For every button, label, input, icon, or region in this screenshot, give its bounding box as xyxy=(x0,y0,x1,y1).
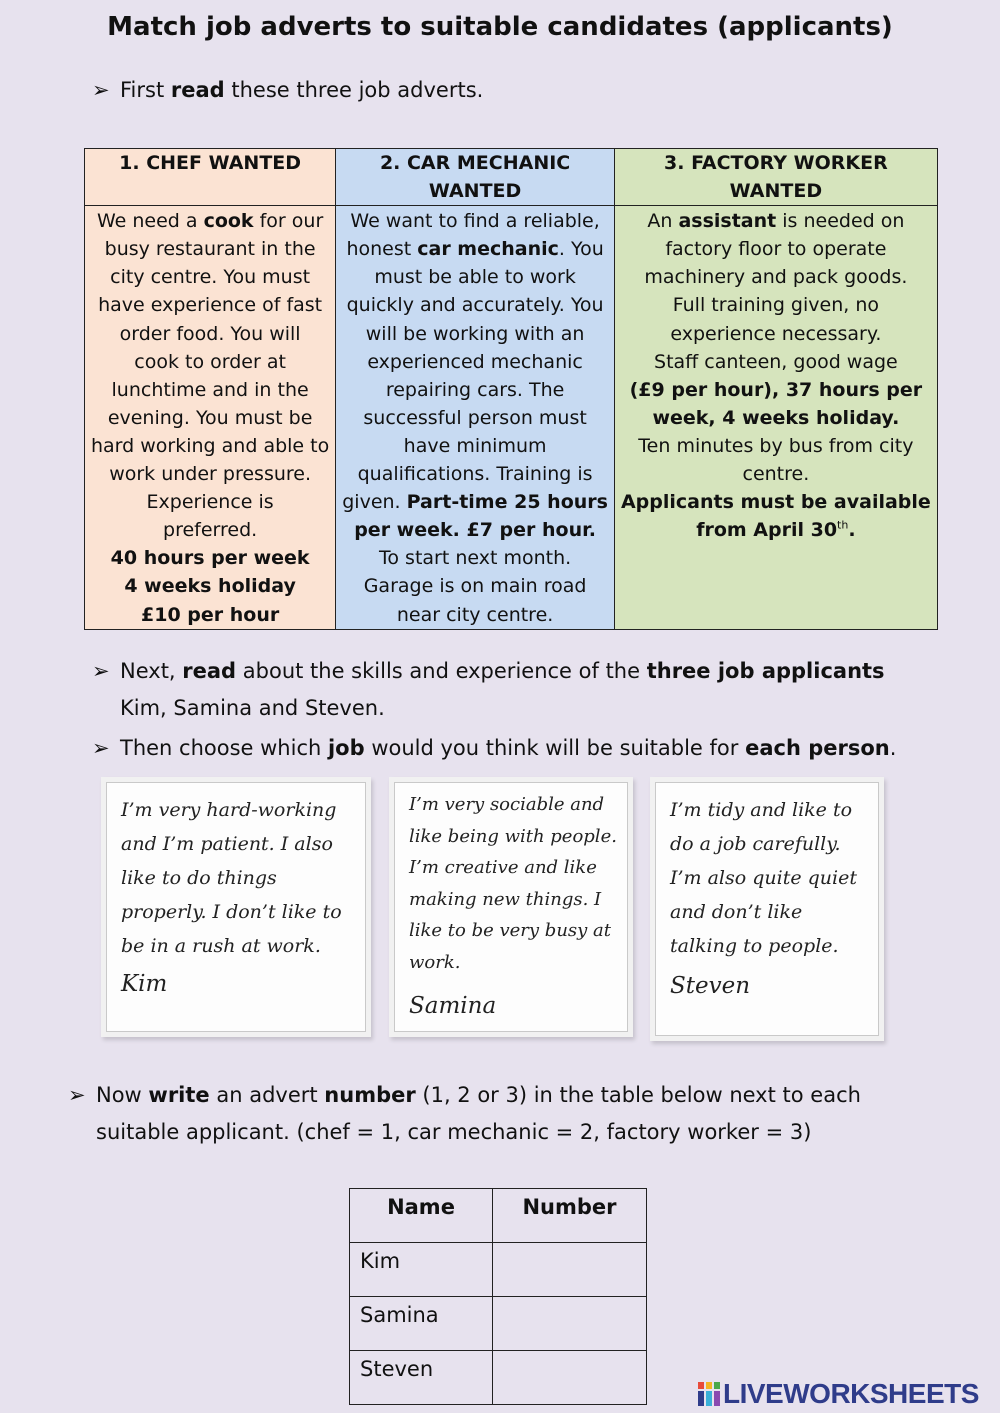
instruction-bold: job xyxy=(327,736,365,760)
advert-line xyxy=(621,516,931,544)
advert-heading-line: 2. CAR MECHANIC xyxy=(379,152,571,174)
advert-bold-text: Applicants must be available xyxy=(620,491,931,514)
advert-bold-text: from April 30 xyxy=(696,519,838,542)
advert-line xyxy=(342,348,608,376)
instruction-bold: read xyxy=(170,78,225,102)
number-cell[interactable] xyxy=(493,1297,647,1351)
applicant-line: and don’t like xyxy=(670,901,803,923)
number-input-kim[interactable] xyxy=(503,1249,636,1290)
page-title: Match job adverts to suitable candidates (applicants) xyxy=(107,12,893,42)
applicant-line: like to do things xyxy=(121,867,277,889)
advert-text: successful person must xyxy=(363,406,587,429)
advert-bold-text: 4 weeks holiday xyxy=(124,575,296,598)
advert-text: must be able to work xyxy=(374,266,576,289)
advert-text: preferred. xyxy=(163,519,258,542)
advert-bold-text: week, 4 weeks holiday. xyxy=(652,406,900,429)
instruction-text: Next, xyxy=(120,659,183,683)
instruction-text: (1, 2 or 3) in the table below next to each xyxy=(415,1083,861,1107)
advert-heading-chef xyxy=(85,149,336,206)
advert-text: is needed on xyxy=(776,210,905,233)
advert-line xyxy=(91,291,329,319)
advert-text: qualifications. Training is xyxy=(357,463,593,486)
applicant-line: do a job carefully. xyxy=(670,833,841,855)
advert-text: cook to order at xyxy=(134,350,286,373)
advert-line xyxy=(621,404,931,432)
advert-line xyxy=(621,235,931,263)
arrow-bullet-icon: ➢ xyxy=(68,1083,86,1107)
instruction-text: suitable applicant. (chef = 1, car mechanic = 2, factory worker = 3) xyxy=(96,1120,812,1144)
advert-heading-mechanic xyxy=(336,149,615,206)
advert-text: Garage is on main road xyxy=(363,575,587,598)
advert-text: order food. You will xyxy=(119,322,301,345)
answer-table xyxy=(349,1188,647,1405)
advert-line xyxy=(342,488,608,516)
advert-line xyxy=(621,291,931,319)
advert-text: hard working and able to xyxy=(91,434,330,457)
applicant-line: like to be very busy at xyxy=(409,920,612,941)
arrow-bullet-icon: ➢ xyxy=(92,78,110,102)
advert-line xyxy=(342,544,608,572)
advert-line xyxy=(342,601,608,629)
applicant-line: I’m tidy and like to xyxy=(670,799,853,821)
number-cell[interactable] xyxy=(493,1351,647,1405)
number-input-steven[interactable] xyxy=(503,1357,636,1398)
advert-text: experienced mechanic xyxy=(367,350,583,373)
applicant-note-kim xyxy=(106,782,366,1032)
advert-text: city centre. You must xyxy=(110,266,311,289)
advert-heading-line: WANTED xyxy=(729,180,823,203)
number-input-samina[interactable] xyxy=(503,1303,636,1344)
arrow-bullet-icon: ➢ xyxy=(92,659,110,683)
advert-bold-text: per week. £7 per hour. xyxy=(354,519,596,542)
advert-text: have experience of fast xyxy=(98,294,323,317)
advert-text: th xyxy=(837,518,849,532)
advert-line xyxy=(91,516,329,544)
advert-line xyxy=(91,263,329,291)
advert-text: We want to find a reliable, xyxy=(350,210,600,233)
advert-text: . You xyxy=(558,238,604,261)
advert-line xyxy=(342,376,608,404)
instruction-next xyxy=(92,653,885,727)
advert-line xyxy=(91,207,329,235)
number-column-header: Number xyxy=(493,1189,647,1243)
instruction-text: these three job adverts. xyxy=(224,78,484,102)
advert-line xyxy=(342,404,608,432)
advert-line xyxy=(621,432,931,460)
applicant-line: I’m very hard-working xyxy=(121,799,337,821)
advert-text: experience necessary. xyxy=(670,322,882,345)
applicant-text xyxy=(409,789,617,978)
adverts-body-row xyxy=(85,206,938,629)
advert-text: have minimum xyxy=(403,434,547,457)
advert-line xyxy=(91,235,329,263)
instruction-now xyxy=(68,1077,861,1151)
advert-line xyxy=(91,404,329,432)
advert-bold-text: car mechanic xyxy=(417,238,559,261)
answer-row-kim xyxy=(350,1243,647,1297)
instruction-bold: three job applicants xyxy=(646,659,885,683)
applicant-name: Kim xyxy=(121,971,168,997)
applicant-line: like being with people. xyxy=(409,825,617,847)
name-column-header: Name xyxy=(350,1189,493,1243)
advert-line xyxy=(342,320,608,348)
advert-line xyxy=(621,348,931,376)
advert-line xyxy=(342,207,608,235)
instruction-text: Then choose which xyxy=(120,736,328,760)
advert-text-mechanic xyxy=(336,206,615,629)
instruction-bold: each person xyxy=(745,736,890,760)
advert-text: centre. xyxy=(742,463,810,486)
advert-text: machinery and pack goods. xyxy=(644,266,908,289)
advert-text-chef xyxy=(85,206,336,629)
applicant-name: Samina xyxy=(409,993,497,1019)
applicant-line: be in a rush at work. xyxy=(121,935,321,957)
logo-mark-icon xyxy=(698,1382,720,1406)
instruction-bold: write xyxy=(148,1083,210,1107)
instruction-bold: number xyxy=(324,1083,416,1107)
applicant-text xyxy=(670,793,857,963)
instruction-bold: read xyxy=(182,659,237,683)
logo-text: LIVEWORKSHEETS xyxy=(723,1378,979,1409)
advert-bold-text: assistant xyxy=(678,210,777,233)
applicant-line: properly. I don’t like to xyxy=(121,901,342,923)
advert-text: Experience is xyxy=(146,491,274,514)
applicant-line: I’m very sociable and xyxy=(409,794,605,815)
advert-line xyxy=(621,320,931,348)
advert-line xyxy=(342,516,608,544)
advert-bold-text: 40 hours per week xyxy=(110,547,310,570)
advert-line xyxy=(342,291,608,319)
instruction-text: an advert xyxy=(209,1083,325,1107)
advert-line xyxy=(342,263,608,291)
advert-text: To start next month. xyxy=(379,547,572,570)
advert-text: We need a xyxy=(96,210,204,233)
advert-text: given. xyxy=(342,491,407,514)
advert-bold-text: cook xyxy=(203,210,254,233)
advert-line xyxy=(91,432,329,460)
advert-text: repairing cars. The xyxy=(385,378,565,401)
advert-text: evening. You must be xyxy=(107,406,313,429)
advert-line xyxy=(91,320,329,348)
applicant-line: I’m also quite quiet xyxy=(670,867,857,889)
advert-line xyxy=(621,263,931,291)
answer-row-samina xyxy=(350,1297,647,1351)
job-adverts-table xyxy=(84,148,938,630)
advert-text: for our xyxy=(253,210,324,233)
advert-line xyxy=(621,488,931,516)
advert-bold-text: (£9 per hour), 37 hours per xyxy=(629,378,923,401)
advert-text: Full training given, no xyxy=(672,294,879,317)
instruction-text: Now xyxy=(96,1083,149,1107)
liveworksheets-logo xyxy=(698,1378,979,1410)
advert-line xyxy=(342,235,608,263)
instruction-text: First xyxy=(120,78,171,102)
applicant-note-steven xyxy=(655,782,879,1036)
advert-heading-line: 3. FACTORY WORKER xyxy=(664,152,888,174)
advert-line xyxy=(342,432,608,460)
applicant-name: Steven xyxy=(670,973,751,999)
answer-header-row xyxy=(350,1189,647,1243)
advert-bold-text: £10 per hour xyxy=(141,603,280,626)
advert-line xyxy=(91,348,329,376)
applicant-line: and I’m patient. I also xyxy=(121,833,333,855)
applicant-text xyxy=(121,793,342,963)
advert-text: will be working with an xyxy=(365,322,585,345)
arrow-bullet-icon: ➢ xyxy=(92,736,110,760)
advert-bold-text: Part-time 25 hours xyxy=(406,491,608,514)
instruction-text: . xyxy=(889,736,897,760)
advert-text: Ten minutes by bus from city xyxy=(638,434,914,457)
advert-heading-line: WANTED xyxy=(428,180,522,203)
advert-text: factory floor to operate xyxy=(665,238,887,261)
advert-line xyxy=(342,572,608,600)
applicant-note-samina xyxy=(394,782,628,1032)
advert-line xyxy=(91,601,329,629)
advert-text: work under pressure. xyxy=(109,463,312,486)
advert-text: honest xyxy=(346,238,418,261)
advert-text: An xyxy=(647,210,679,233)
advert-text: quickly and accurately. You xyxy=(346,294,604,317)
advert-line xyxy=(621,460,931,488)
advert-line xyxy=(91,572,329,600)
applicant-line: work. xyxy=(409,951,461,973)
advert-line xyxy=(91,376,329,404)
advert-text: near city centre. xyxy=(396,603,554,626)
advert-line xyxy=(91,488,329,516)
advert-bold-text: . xyxy=(848,519,856,542)
number-cell[interactable] xyxy=(493,1243,647,1297)
instruction-then xyxy=(92,730,896,767)
advert-line xyxy=(621,207,931,235)
applicant-name-cell: Kim xyxy=(350,1243,493,1297)
advert-text: busy restaurant in the xyxy=(104,238,316,261)
applicant-line: I’m creative and like xyxy=(409,857,597,878)
instruction-text: Kim, Samina and Steven. xyxy=(120,696,385,720)
advert-line xyxy=(91,460,329,488)
instruction-text: about the skills and experience of the xyxy=(236,659,647,683)
advert-line xyxy=(91,544,329,572)
advert-text: Staff canteen, good wage xyxy=(654,350,898,373)
instruction-text: would you think will be suitable for xyxy=(364,736,746,760)
answer-row-steven xyxy=(350,1351,647,1405)
advert-line xyxy=(342,460,608,488)
advert-line xyxy=(621,376,931,404)
applicant-line: talking to people. xyxy=(670,935,839,957)
applicant-line: making new things. I xyxy=(409,888,602,910)
advert-heading-line: 1. CHEF WANTED xyxy=(119,152,302,174)
advert-heading-factory xyxy=(614,149,937,206)
applicant-name-cell: Steven xyxy=(350,1351,493,1405)
adverts-header-row xyxy=(85,149,938,206)
advert-text: lunchtime and in the xyxy=(111,378,309,401)
instruction-first xyxy=(92,72,483,109)
applicant-name-cell: Samina xyxy=(350,1297,493,1351)
advert-text-factory xyxy=(614,206,937,629)
